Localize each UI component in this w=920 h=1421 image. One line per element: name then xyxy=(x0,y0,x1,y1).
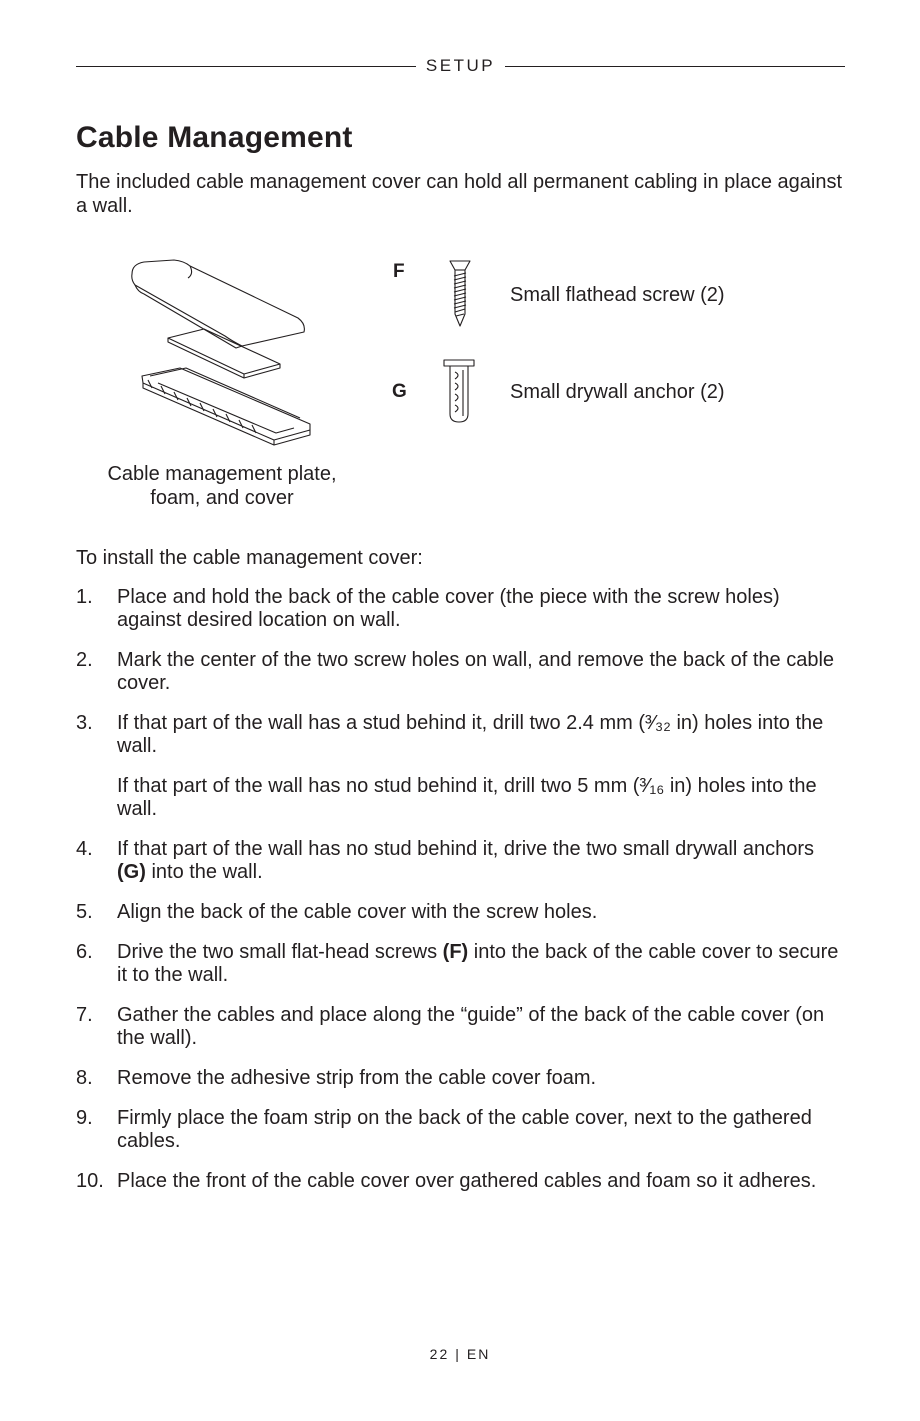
step-text-end: into the back of the cable cover to secure it to the wall. xyxy=(117,941,839,986)
part-letter-g: G xyxy=(392,381,407,402)
figure-caption-line-1: Cable management plate, xyxy=(107,463,337,485)
step-number: 4. xyxy=(76,838,93,860)
step-text: Firmly place the foam strip on the back of the cable cover, next to the gathered cables. xyxy=(117,1107,812,1152)
step-number: 2. xyxy=(76,649,93,671)
list-item xyxy=(76,1170,848,1193)
instructions-lead: To install the cable management cover: xyxy=(76,547,423,569)
language-code: EN xyxy=(466,1346,491,1362)
step-number: 3. xyxy=(76,712,93,734)
page-title: Cable Management xyxy=(76,121,353,154)
step-text: Remove the adhesive strip from the cable cover foam. xyxy=(117,1067,597,1089)
step-text: Place the front of the cable cover over gathered cables and foam so it adheres. xyxy=(117,1170,817,1192)
step-text: Drive the two small flat-head screws xyxy=(117,941,443,963)
intro-paragraph: The included cable management cover can hold all permanent cabling in place against a wall. xyxy=(76,171,843,217)
step-text-alt: If that part of the wall has no stud behind it, drill two 5 mm (³⁄₁₆ in) holes into the wall. xyxy=(117,775,817,820)
figure-caption xyxy=(76,462,368,510)
step-number: 1. xyxy=(76,586,93,608)
list-item xyxy=(76,1004,848,1050)
step-number: 5. xyxy=(76,901,93,923)
part-desc-g: Small drywall anchor (2) xyxy=(510,381,725,403)
step-number: 9. xyxy=(76,1107,93,1129)
list-item xyxy=(76,838,848,884)
header-rule-right xyxy=(505,66,845,67)
list-item xyxy=(76,941,848,987)
cover-piece xyxy=(132,260,305,348)
list-item xyxy=(76,712,848,821)
part-desc-f: Small flathead screw (2) xyxy=(510,284,725,306)
list-item xyxy=(76,1107,848,1153)
section-label: SETUP xyxy=(425,56,496,75)
header-rule-left xyxy=(76,66,416,67)
part-reference-g: (G) xyxy=(117,861,146,883)
step-text: Align the back of the cable cover with the screw holes. xyxy=(117,901,598,923)
step-number: 7. xyxy=(76,1004,93,1026)
step-text: If that part of the wall has a stud behind it, drill two 2.4 mm (³⁄₃₂ in) holes into the wall. xyxy=(117,712,824,757)
list-item xyxy=(76,649,848,695)
list-item xyxy=(76,1067,848,1090)
screw-icon xyxy=(444,256,476,332)
figure-caption-line-2: foam, and cover xyxy=(150,487,294,509)
part-reference-f: (F) xyxy=(442,941,469,963)
list-item xyxy=(76,586,848,632)
step-text: If that part of the wall has no stud behind it, drive the two small drywall anchors xyxy=(117,838,815,860)
page-number: 22 xyxy=(429,1346,450,1362)
part-letter-f: F xyxy=(393,261,405,282)
anchor-icon xyxy=(440,356,478,428)
plate-piece xyxy=(142,368,310,445)
page-footer xyxy=(0,1343,920,1365)
step-number: 8. xyxy=(76,1067,93,1089)
section-header xyxy=(76,54,845,78)
footer-separator: | xyxy=(455,1346,461,1362)
step-text: Place and hold the back of the cable cover (the piece with the screw holes) against desired location on wall. xyxy=(117,586,780,631)
step-number: 10. xyxy=(76,1170,104,1192)
step-text: Mark the center of the two screw holes on wall, and remove the back of the cable cover. xyxy=(117,649,835,694)
step-text-end: into the wall. xyxy=(145,861,263,883)
step-text: Gather the cables and place along the “guide” of the back of the cable cover (on the wall). xyxy=(117,1004,825,1049)
cable-cover-illustration xyxy=(128,252,328,452)
step-number: 6. xyxy=(76,941,93,963)
list-item xyxy=(76,901,848,924)
instruction-steps xyxy=(76,586,848,1210)
